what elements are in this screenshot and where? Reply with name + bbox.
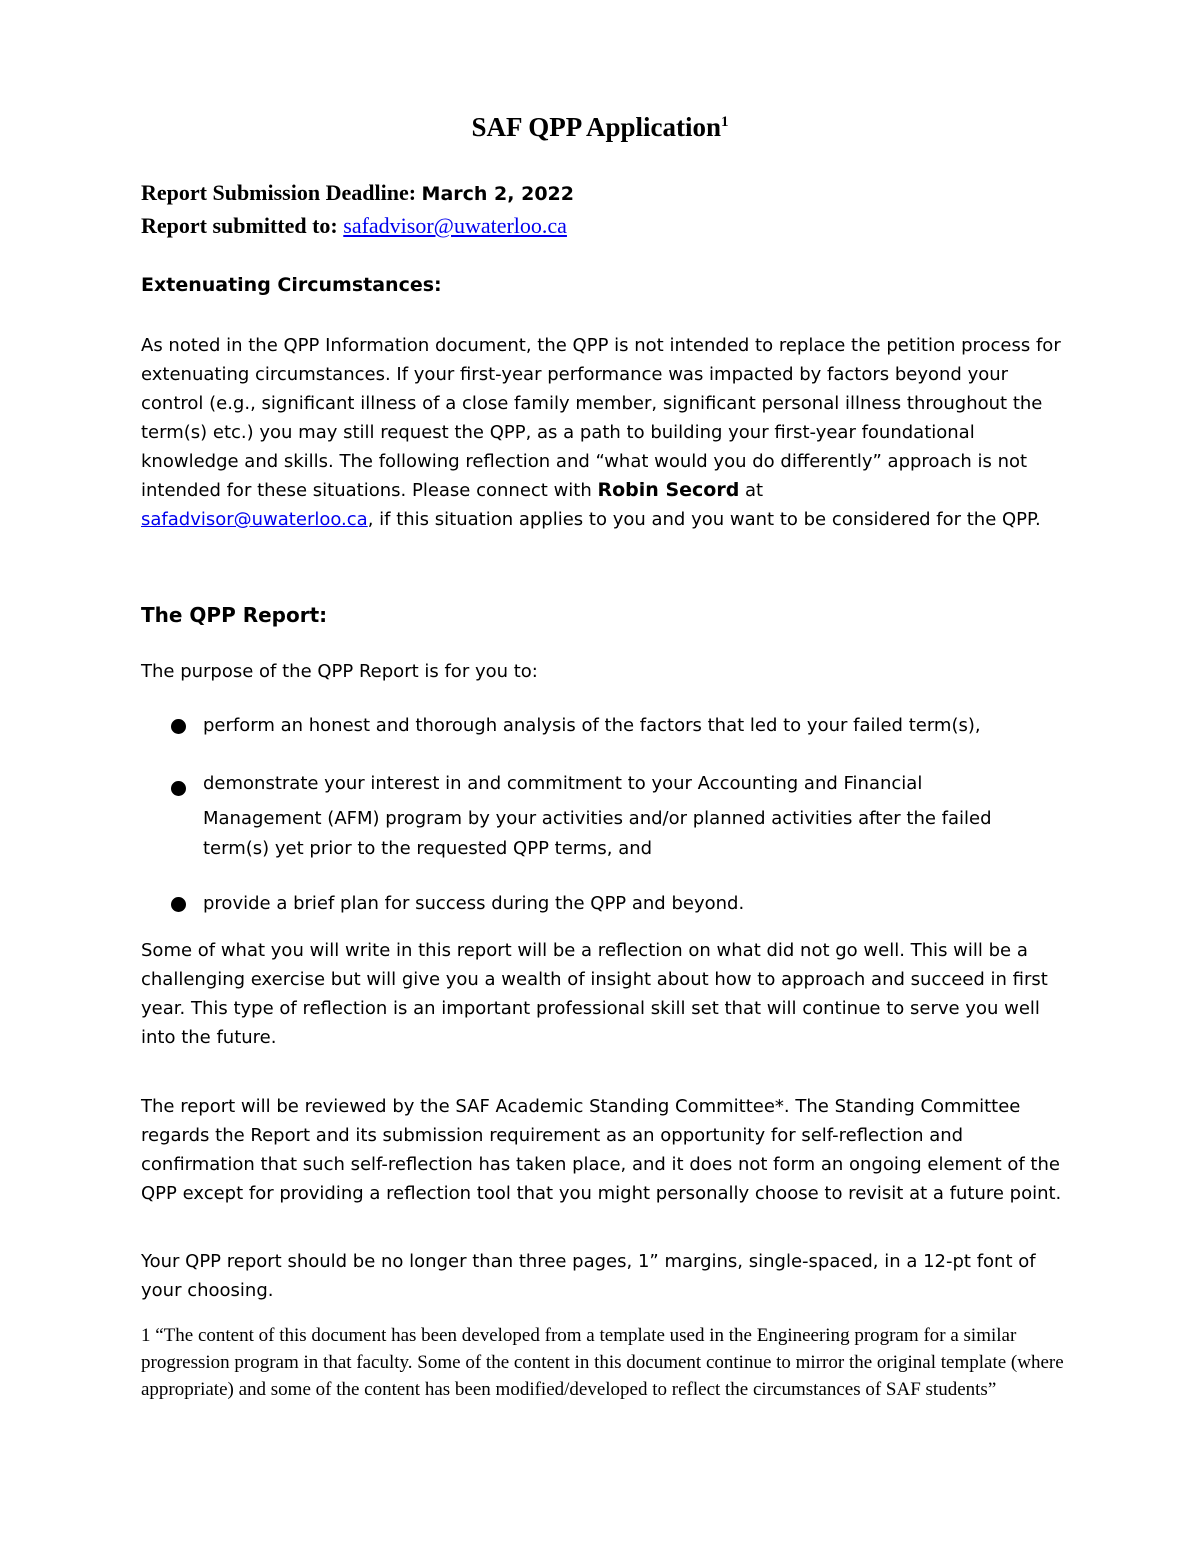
submitted-to-line [141, 213, 567, 239]
extenuating-body-end: , if this situation applies to you and you want to be considered for the QPP. [367, 509, 1041, 530]
title-footnote-marker: 1 [721, 114, 729, 130]
contact-email-link[interactable]: safadvisor@uwaterloo.ca [141, 509, 368, 530]
title-text: SAF QPP Application [471, 112, 722, 142]
deadline-value: March 2, 2022 [421, 183, 574, 205]
list-item-text: Management (AFM) program by your activities and/or planned activities after the failed term(s) yet prior to the requested QPP terms, and [203, 808, 992, 859]
submitted-to-label: Report submitted to: [141, 213, 338, 238]
footnote: 1 “The content of this document has been developed from a template used in the Engineering program for a similar progression program in that faculty. Some of the content in this document continue to mirror the original template (where appropriate) and some of the content has been modified/developed to reflect the circumstances of SAF students” [141, 1325, 1064, 1400]
length-paragraph: Your QPP report should be no longer than three pages, 1” margins, single-spaced, in a 12-pt font of your choosing. [141, 1251, 1036, 1301]
qpp-report-heading: The QPP Report: [141, 603, 328, 627]
reflection-paragraph: Some of what you will write in this report will be a reflection on what did not go well. This will be a challenging exercise but will give you a wealth of insight about how to approach and succeed in first year. This type of reflection is an important professional skill set that will continue to serve you well into the future. [141, 940, 1048, 1048]
report-intro: The purpose of the QPP Report is for you to: [141, 661, 538, 682]
bullet-icon [171, 781, 186, 796]
document-title [0, 112, 1200, 143]
contact-at: at [745, 480, 764, 501]
list-item-text: demonstrate your interest in and commitment to your Accounting and Financial [203, 773, 923, 794]
bullet-icon [171, 719, 186, 734]
submission-email-link[interactable]: safadvisor@uwaterloo.ca [343, 213, 567, 238]
review-paragraph: The report will be reviewed by the SAF Academic Standing Committee*. The Standing Committee regards the Report and its submission requirement as an opportunity for self-reflection and confirmation that such self-reflection has taken place, and it does not form an ongoing element of the QPP except for providing a reflection tool that you might personally choose to revisit at a future point. [141, 1096, 1062, 1204]
extenuating-paragraph [141, 331, 1066, 534]
list-item-text: provide a brief plan for success during the QPP and beyond. [203, 893, 745, 914]
extenuating-heading: Extenuating Circumstances: [141, 274, 442, 296]
deadline-line [141, 180, 574, 206]
extenuating-body: As noted in the QPP Information document, the QPP is not intended to replace the petition process for extenuating circumstances. If your first-year performance was impacted by factors beyond your control (e.g., significant illness of a close family member, significant personal illness throughout the term(s) etc.) you may still request the QPP, as a path to building your first-year foundational knowledge and skills. The following reflection and “what would you do differently” approach is not intended for these situations. Please connect with [141, 335, 1061, 501]
contact-name: Robin Secord [597, 479, 740, 501]
list-item-text: perform an honest and thorough analysis of the factors that led to your failed term(s), [203, 715, 981, 736]
bullet-icon [171, 897, 186, 912]
deadline-label: Report Submission Deadline: [141, 180, 417, 205]
